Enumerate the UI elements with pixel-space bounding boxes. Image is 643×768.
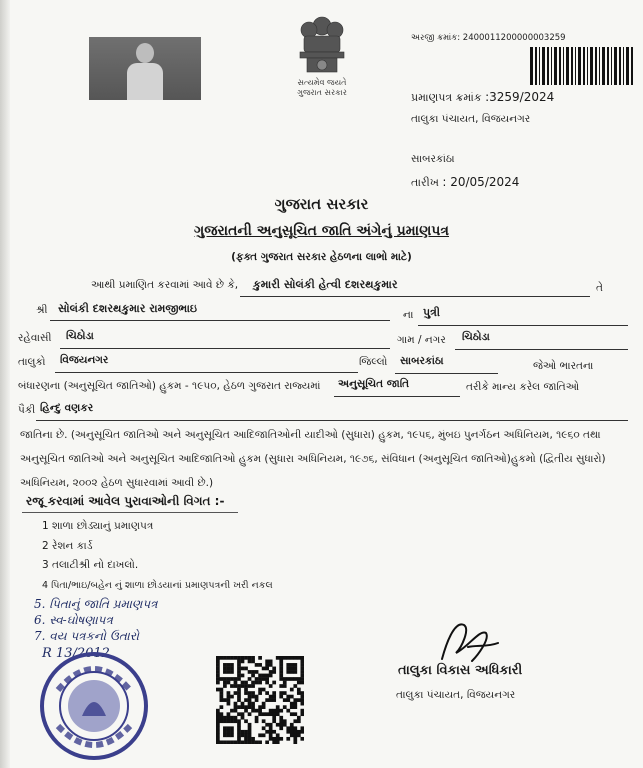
applicant-name: કુમારી સોલંકી હેત્વી દશરથકુમાર <box>253 278 398 291</box>
barcode-icon <box>530 47 635 85</box>
certificate-title: ગુજરાતની અનુસૂચિત જાતિ અંગેનું પ્રમાણપત્ર <box>193 223 449 239</box>
qr-code-icon <box>216 656 304 744</box>
label-district: જિલ્લો <box>359 356 388 368</box>
label-te: તે <box>596 282 603 294</box>
certificate-number: પ્રમાણપત્ર ક્રમાંક :3259/2024 <box>411 90 555 104</box>
resident-value: ચિઠોડા <box>66 330 94 342</box>
officer-office: તાલુકા પંચાયત, વિજયનગર <box>396 689 516 701</box>
evidence-item-3: 3 તલાટીશ્રી નો દાખલો. <box>42 559 139 571</box>
applicant-photo <box>89 37 201 100</box>
district-value: સાબરકાંઠા <box>400 355 444 367</box>
label-na: ના <box>403 309 414 321</box>
village-value: ચિઠોડા <box>462 331 490 343</box>
certificate-subtitle: (ફક્ત ગુજરાત સરકાર હેઠળના લાભો માટે) <box>231 251 412 263</box>
government-title: ગુજરાત સરકાર <box>274 195 369 213</box>
evidence-item-2: 2 રેશન કાર્ડ <box>42 540 93 552</box>
label-taluka: તાલુકો <box>18 356 46 368</box>
evidence-item-1: 1 શાળા છોડ્યાનું પ્રમાણપત્ર <box>42 520 154 532</box>
label-resident: રહેવાસી <box>18 332 52 344</box>
officer-signature-icon <box>432 617 502 667</box>
taluka-value: વિજયનગર <box>60 354 109 366</box>
evidence-item-4: 4 પિતા/ભાઇ/બહેન નું શાળા છોડયાનાં પ્રમાણપત્રની ખરી નકલ <box>42 580 273 591</box>
label-village: ગામ / નગર <box>397 334 446 346</box>
handwritten-item-6: 6. સ્વ-ઘોષણાપત્ર <box>34 613 113 627</box>
constitution-text: બંધારણના (અનુસૂચિત જાતિઓ) હુકમ - ૧૯૫૦, હેઠળ ગુજરાત રાજ્યમાં <box>18 380 321 392</box>
caste-value: હિન્દુ વણકર <box>40 402 94 414</box>
district-name: સાબરકાંઠા <box>411 153 455 165</box>
application-number: અરજી ક્રમાંક: 2400011200000003259 <box>411 33 566 43</box>
relation: પુત્રી <box>423 306 441 319</box>
office-seal-icon <box>38 650 150 762</box>
category-value: અનુસૂચિત જાતિ <box>338 378 410 390</box>
handwritten-date: R 13/2012 <box>42 646 110 661</box>
label-among: પૈકી <box>18 404 36 416</box>
handwritten-item-5: 5. પિતાનું જાતિ પ્રમાણપત્ર <box>34 597 158 611</box>
evidence-heading: રજૂ કરવામાં આવેલ પુરાવાઓની વિગત :- <box>26 494 225 508</box>
national-emblem-icon <box>287 14 357 76</box>
certify-prefix: આથી પ્રમાણિત કરવામાં આવે છે કે, <box>91 279 239 291</box>
handwritten-item-7: 7. વય પત્રકનો ઉતારો <box>34 629 139 643</box>
issuing-office: તાલુકા પંચાયત, વિજયનગર <box>411 113 531 125</box>
label-recognised: તરીકે માન્ય કરેલ જાતિઓ <box>466 381 580 393</box>
emblem-caption: સત્યમેવ જયતે ગુજરાત સરકાર <box>297 78 347 97</box>
legal-paragraph: જાતિના છે. (અનુસૂચિત જાતિઓ અને અનુસૂચિત આદિજાતિઓની યાદીઓ (સુધારા) હુકમ, ૧૯૫૬, મુંબઇ પુનર્ગઠન અધિનિયમ, ૧૯૬૦ તથા અનુસૂચિત જાતિઓ અને અનુસૂચિત આદિજાતિઓ હુકમ (સુધારા અધિનિયમ, ૧૯૭૬, સંવિધાન (અનુસૂચિત જાતિઓ)હુકમો (દ્વિતીય સુધારો) અધિનિયમ, ૨૦૦૨ હેઠળ સુધારવામાં આવી છે.) <box>20 429 606 489</box>
label-je-bharatna: જેઓ ભારતના <box>533 360 594 372</box>
father-name: સોલંકી દશરથકુમાર રામજીભાઇ <box>58 302 197 315</box>
page-shadow-edge <box>0 0 10 768</box>
officer-title: તાલુકા વિકાસ અધિકારી <box>398 663 523 678</box>
issue-date: તારીખ : 20/05/2024 <box>411 175 520 189</box>
label-shri: શ્રી <box>36 304 48 316</box>
